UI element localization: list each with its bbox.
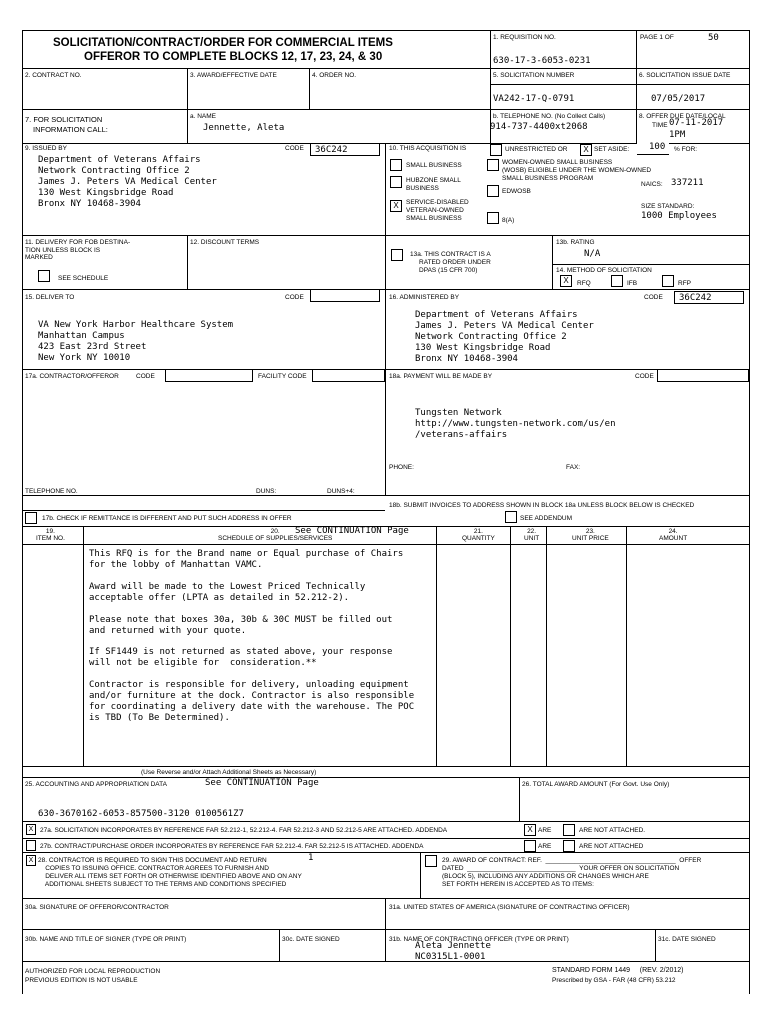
b10-label: 10. THIS ACQUISITION IS bbox=[389, 145, 467, 152]
wosb-checkbox[interactable] bbox=[487, 159, 499, 171]
ifb-checkbox[interactable] bbox=[611, 275, 623, 287]
b15-code-field[interactable] bbox=[310, 289, 380, 302]
deliver-line: New York NY 10010 bbox=[38, 353, 131, 363]
contact-name[interactable]: Jennette, Aleta bbox=[203, 123, 285, 133]
b31c-label: 31c. DATE SIGNED bbox=[658, 936, 716, 943]
contracting-officer-id[interactable]: NC0315L1-0001 bbox=[415, 952, 486, 962]
hubzone-label: HUBZONE SMALL BUSINESS bbox=[406, 177, 461, 192]
b8-label: 8. OFFER DUE DATE/LOCAL bbox=[639, 113, 726, 120]
b27a-are-checkbox[interactable]: X bbox=[524, 824, 536, 836]
contact-phone[interactable]: 914-737-4400xt2068 bbox=[490, 122, 588, 132]
b26-label: 26. TOTAL AWARD AMOUNT (For Govt. Use Only) bbox=[522, 781, 670, 788]
size-standard-value[interactable]: 1000 Employees bbox=[641, 211, 717, 221]
reverse-note: (Use Reverse and/or Attach Additional Sheets as Necessary) bbox=[141, 769, 317, 776]
b28-label: 28. CONTRACTOR IS REQUIRED TO SIGN THIS DOCUMENT AND RETURN COPIES TO ISSUING OFFICE. CONTRACTOR AGREES TO FURNISH AND DELIVER ALL ITEMS SET FORTH OR OTHERWISE IDENTIFIED ABOVE AND ON ANY ADDITIONAL SHEETS SUBJECT TO THE TERMS AND CONDITIONS SPECIFIED bbox=[38, 857, 302, 888]
edwosb-label: EDWOSB bbox=[502, 188, 531, 195]
duns-label: DUNS: bbox=[256, 488, 277, 495]
issued-line: Network Contracting Office 2 bbox=[38, 166, 190, 176]
footer-left-1: AUTHORIZED FOR LOCAL REPRODUCTION bbox=[25, 968, 161, 975]
schedule-paragraph: Award will be made to the Lowest Priced Technically acceptable offer (LPTA as detailed in 52.212-2). bbox=[89, 582, 366, 603]
see-addendum-checkbox[interactable] bbox=[505, 511, 517, 523]
b12-label: 12. DISCOUNT TERMS bbox=[190, 239, 260, 246]
issued-line: 130 West Kingsbridge Road bbox=[38, 188, 174, 198]
b18a-label: 18a. PAYMENT WILL BE MADE BY bbox=[389, 373, 493, 380]
issued-line: Department of Veterans Affairs bbox=[38, 155, 201, 165]
schedule-paragraph: If SF1449 is not returned as stated above, your response will not be eligible for consideration.** bbox=[89, 647, 393, 668]
deliver-line: VA New York Harbor Healthcare System bbox=[38, 320, 234, 330]
b27a-are-not-checkbox[interactable] bbox=[563, 824, 575, 836]
small-business-checkbox[interactable] bbox=[390, 159, 402, 171]
small-business-label: SMALL BUSINESS bbox=[406, 162, 462, 169]
b27b-checkbox[interactable] bbox=[26, 840, 36, 851]
b8-time-label: TIME bbox=[652, 122, 668, 129]
b27b-label: 27b. CONTRACT/PURCHASE ORDER INCORPORATES BY REFERENCE FAR 52.212-4. FAR 52.212-5 IS ATTACHED. ADDENDA bbox=[40, 843, 424, 850]
b15-label: 15. DELIVER TO bbox=[25, 294, 75, 301]
b5-label: 5. SOLICITATION NUMBER bbox=[493, 72, 575, 79]
footer-right-1: STANDARD FORM 1449 (REV. 2/2012) bbox=[552, 967, 684, 974]
b27b-are-not-checkbox[interactable] bbox=[563, 840, 575, 852]
b18a-code-label: CODE bbox=[635, 373, 654, 380]
telephone-label: TELEPHONE NO. bbox=[25, 488, 78, 495]
b29-checkbox[interactable] bbox=[425, 855, 437, 867]
offer-due-date[interactable]: 07-11-2017 bbox=[669, 118, 724, 128]
rfq-checkbox[interactable]: X bbox=[560, 275, 572, 287]
rfp-label: RFP bbox=[678, 280, 691, 287]
admin-line: Network Contracting Office 2 bbox=[415, 332, 567, 342]
b16-code-field[interactable] bbox=[674, 291, 744, 304]
b9-code-field[interactable] bbox=[310, 143, 380, 156]
payment-line[interactable]: /veterans-affairs bbox=[415, 430, 508, 440]
size-standard-label: SIZE STANDARD: bbox=[641, 203, 695, 210]
b30b-label: 30b. NAME AND TITLE OF SIGNER (TYPE OR PRINT) bbox=[25, 936, 187, 943]
facility-code-label: FACILITY CODE bbox=[258, 373, 307, 380]
b31a-label: 31a. UNITED STATES OF AMERICA (SIGNATURE OF CONTRACTING OFFICER) bbox=[389, 904, 630, 911]
naics-value[interactable]: 337211 bbox=[671, 178, 704, 188]
b2-label: 2. CONTRACT NO. bbox=[25, 72, 82, 79]
b18b-label: 18b. SUBMIT INVOICES TO ADDRESS SHOWN IN BLOCK 18a UNLESS BLOCK BELOW IS CHECKED bbox=[389, 502, 695, 509]
b9-code-label: CODE bbox=[285, 145, 304, 152]
form-title: SOLICITATION/CONTRACT/ORDER FOR COMMERCIAL ITEMS bbox=[53, 37, 393, 49]
naics-label: NAICS: bbox=[641, 181, 663, 188]
admin-line: James J. Peters VA Medical Center bbox=[415, 321, 594, 331]
b18a-code-field[interactable] bbox=[657, 369, 749, 382]
admin-line: Department of Veterans Affairs bbox=[415, 310, 578, 320]
admin-line: 130 West Kingsbridge Road bbox=[415, 343, 551, 353]
b25-note: See CONTINUATION Page bbox=[205, 778, 319, 788]
a-name-label: a. NAME bbox=[190, 113, 217, 120]
deliver-line: 423 East 23rd Street bbox=[38, 342, 147, 352]
b29-label: 29. AWARD OF CONTRACT: REF. ____________________________________ OFFER DATED ______________________________ YOUR OFFER ON SOLICITATION (BLOCK 5), INCLUDING ANY ADDITIONS OR CHANGES WHICH ARE SET FORTH HEREIN IS ACCEPTED AS TO ITEMS: bbox=[442, 857, 702, 888]
col22-header: 22. UNIT bbox=[524, 528, 540, 542]
pct-for-label: % FOR: bbox=[674, 146, 698, 153]
b14-label: 14. METHOD OF SOLICITATION bbox=[556, 267, 652, 274]
col19-header: 19. ITEM NO. bbox=[36, 528, 65, 542]
b16-code-label: CODE bbox=[644, 294, 663, 301]
col20-note: See CONTINUATION Page bbox=[295, 526, 409, 536]
payment-line[interactable]: http://www.tungsten-network.com/us/en bbox=[415, 419, 616, 429]
duns4-label: DUNS+4: bbox=[327, 488, 355, 495]
b27b-are-checkbox[interactable] bbox=[524, 840, 536, 852]
rfq-label: RFQ bbox=[577, 280, 591, 287]
b30c-label: 30c. DATE SIGNED bbox=[282, 936, 340, 943]
set-aside-pct: 100 bbox=[649, 142, 666, 152]
deliver-line: Manhattan Campus bbox=[38, 331, 125, 341]
payment-line: Tungsten Network bbox=[415, 408, 502, 418]
see-schedule-checkbox[interactable] bbox=[38, 270, 50, 282]
b28-checkbox[interactable]: X bbox=[26, 855, 36, 866]
b11-label: 11. DELIVERY FOR FOB DESTINA- TION UNLESS BLOCK IS MARKED bbox=[25, 239, 131, 261]
8a-checkbox[interactable] bbox=[487, 212, 499, 224]
see-addendum-label: SEE ADDENDUM bbox=[520, 515, 573, 522]
b7-label-2: INFORMATION CALL: bbox=[33, 125, 108, 134]
schedule-paragraph: Contractor is responsible for delivery, unloading equipment and/or furniture at the dock. Contractor is also responsible for coordinating a delivery date with the warehouse. The POC is TBD (To Be Determined). bbox=[89, 680, 415, 723]
b16-label: 16. ADMINISTERED BY bbox=[389, 294, 460, 301]
col21-header: 21. QUANTITY bbox=[462, 528, 495, 542]
b13b-label: 13b. RATING bbox=[556, 239, 595, 246]
b1-label: 1. REQUISITION NO. bbox=[493, 34, 556, 41]
b27b-are-not-label: ARE NOT ATTACHED bbox=[579, 843, 644, 850]
b27a-label: 27a. SOLICITATION INCORPORATES BY REFERENCE FAR 52.212-1, 52.212-4. FAR 52.212-3 AND 52.212-5 ARE ATTACHED. ADDENDA bbox=[40, 827, 448, 834]
page-total: 50 bbox=[708, 33, 719, 43]
wosb-label: WOMEN-OWNED SMALL BUSINESS (WOSB) ELIGIBLE UNDER THE WOMEN-OWNED SMALL BUSINESS PROGRAM bbox=[502, 159, 652, 182]
ifb-label: IFB bbox=[627, 280, 638, 287]
edwosb-checkbox[interactable] bbox=[487, 185, 499, 197]
copies-value[interactable]: 1 bbox=[308, 853, 314, 863]
8a-label: 8(A) bbox=[502, 217, 515, 224]
b30a-label: 30a. SIGNATURE OF OFFEROR/CONTRACTOR bbox=[25, 904, 169, 911]
b13a-label: 13a. THIS CONTRACT IS A RATED ORDER UNDER DPAS (15 CFR 700) bbox=[410, 251, 491, 274]
b6-label: 6. SOLICITATION ISSUE DATE bbox=[639, 72, 731, 79]
admin-line: Bronx NY 10468-3904 bbox=[415, 354, 518, 364]
remittance-checkbox[interactable] bbox=[25, 512, 37, 524]
sdvosb-label: SERVICE-DISABLED VETERAN-OWNED SMALL BUSINESS bbox=[406, 199, 469, 222]
b13b-value[interactable]: N/A bbox=[584, 249, 601, 259]
fax-label: FAX: bbox=[566, 464, 581, 471]
offer-due-time[interactable]: 1PM bbox=[669, 130, 686, 140]
form-subtitle: OFFEROR TO COMPLETE BLOCKS 12, 17, 23, 24, & 30 bbox=[84, 51, 383, 63]
issued-line: James J. Peters VA Medical Center bbox=[38, 177, 217, 187]
b9-label: 9. ISSUED BY bbox=[25, 145, 67, 152]
b25-label: 25. ACCOUNTING AND APPROPRIATION DATA bbox=[25, 781, 167, 788]
b27a-are-label: ARE bbox=[538, 827, 552, 834]
set-aside-label: SET ASIDE: bbox=[594, 146, 630, 153]
b27b-are-label: ARE bbox=[538, 843, 552, 850]
unrestricted-label: UNRESTRICTED OR bbox=[505, 146, 568, 153]
b15-code-label: CODE bbox=[285, 294, 304, 301]
b9-code-value: 36C242 bbox=[315, 145, 348, 155]
b17a-label: 17a. CONTRACTOR/OFFEROR bbox=[25, 373, 119, 380]
schedule-paragraph: This RFQ is for the Brand name or Equal purchase of Chairs for the lobby of Manhattan VAMC. bbox=[89, 549, 404, 570]
set-aside-pct-field[interactable] bbox=[637, 143, 669, 155]
schedule-paragraph: Please note that boxes 30a, 30b & 30C MUST be filled out and returned with your quote. bbox=[89, 615, 393, 636]
facility-code-field[interactable] bbox=[312, 369, 385, 382]
contracting-officer-name[interactable]: Aleta Jennette bbox=[415, 941, 491, 951]
sdvosb-checkbox[interactable]: X bbox=[390, 200, 402, 212]
b7-label-1: 7. FOR SOLICITATION bbox=[25, 115, 103, 124]
b3-label: 3. AWARD/EFFECTIVE DATE bbox=[190, 72, 277, 79]
phone-label: PHONE: bbox=[389, 464, 414, 471]
col24-header: 24. AMOUNT bbox=[659, 528, 688, 542]
b16-code-value: 36C242 bbox=[679, 293, 712, 303]
footer-left-2: PREVIOUS EDITION IS NOT USABLE bbox=[25, 977, 138, 984]
col20-header: 20. SCHEDULE OF SUPPLIES/SERVICES bbox=[218, 528, 333, 542]
set-aside-checkbox[interactable]: X bbox=[580, 144, 592, 156]
unrestricted-checkbox[interactable] bbox=[490, 144, 502, 156]
footer-right-2: Prescribed by GSA - FAR (48 CFR) 53.212 bbox=[552, 977, 676, 984]
b17a-code-field[interactable] bbox=[165, 369, 253, 382]
solicitation-number[interactable]: VA242-17-Q-0791 bbox=[493, 94, 575, 104]
b17b-label: 17b. CHECK IF REMITTANCE IS DIFFERENT AND PUT SUCH ADDRESS IN OFFER bbox=[42, 515, 292, 522]
b17a-code-label: CODE bbox=[136, 373, 155, 380]
issued-line: Bronx NY 10468-3904 bbox=[38, 199, 141, 209]
rated-order-checkbox[interactable] bbox=[391, 249, 403, 261]
col23-header: 23. UNIT PRICE bbox=[572, 528, 609, 542]
page-label: PAGE 1 OF bbox=[640, 34, 674, 41]
b27a-checkbox[interactable]: X bbox=[26, 824, 36, 835]
rfp-checkbox[interactable] bbox=[662, 275, 674, 287]
see-schedule-label: SEE SCHEDULE bbox=[58, 275, 109, 282]
accounting-data[interactable]: 630-3670162-6053-857500-3120 0100561Z7 bbox=[38, 809, 244, 819]
b4-label: 4. ORDER NO. bbox=[312, 72, 357, 79]
b-phone-label: b. TELEPHONE NO. (No Collect Calls) bbox=[493, 113, 606, 120]
b31b-label: 31b. NAME OF CONTRACTING OFFICER (TYPE OR PRINT) bbox=[389, 936, 569, 943]
hubzone-checkbox[interactable] bbox=[390, 176, 402, 188]
requisition-no[interactable]: 630-17-3-6053-0231 bbox=[493, 56, 591, 66]
b27a-are-not-label: ARE NOT ATTACHED. bbox=[579, 827, 646, 834]
issue-date[interactable]: 07/05/2017 bbox=[651, 94, 706, 104]
